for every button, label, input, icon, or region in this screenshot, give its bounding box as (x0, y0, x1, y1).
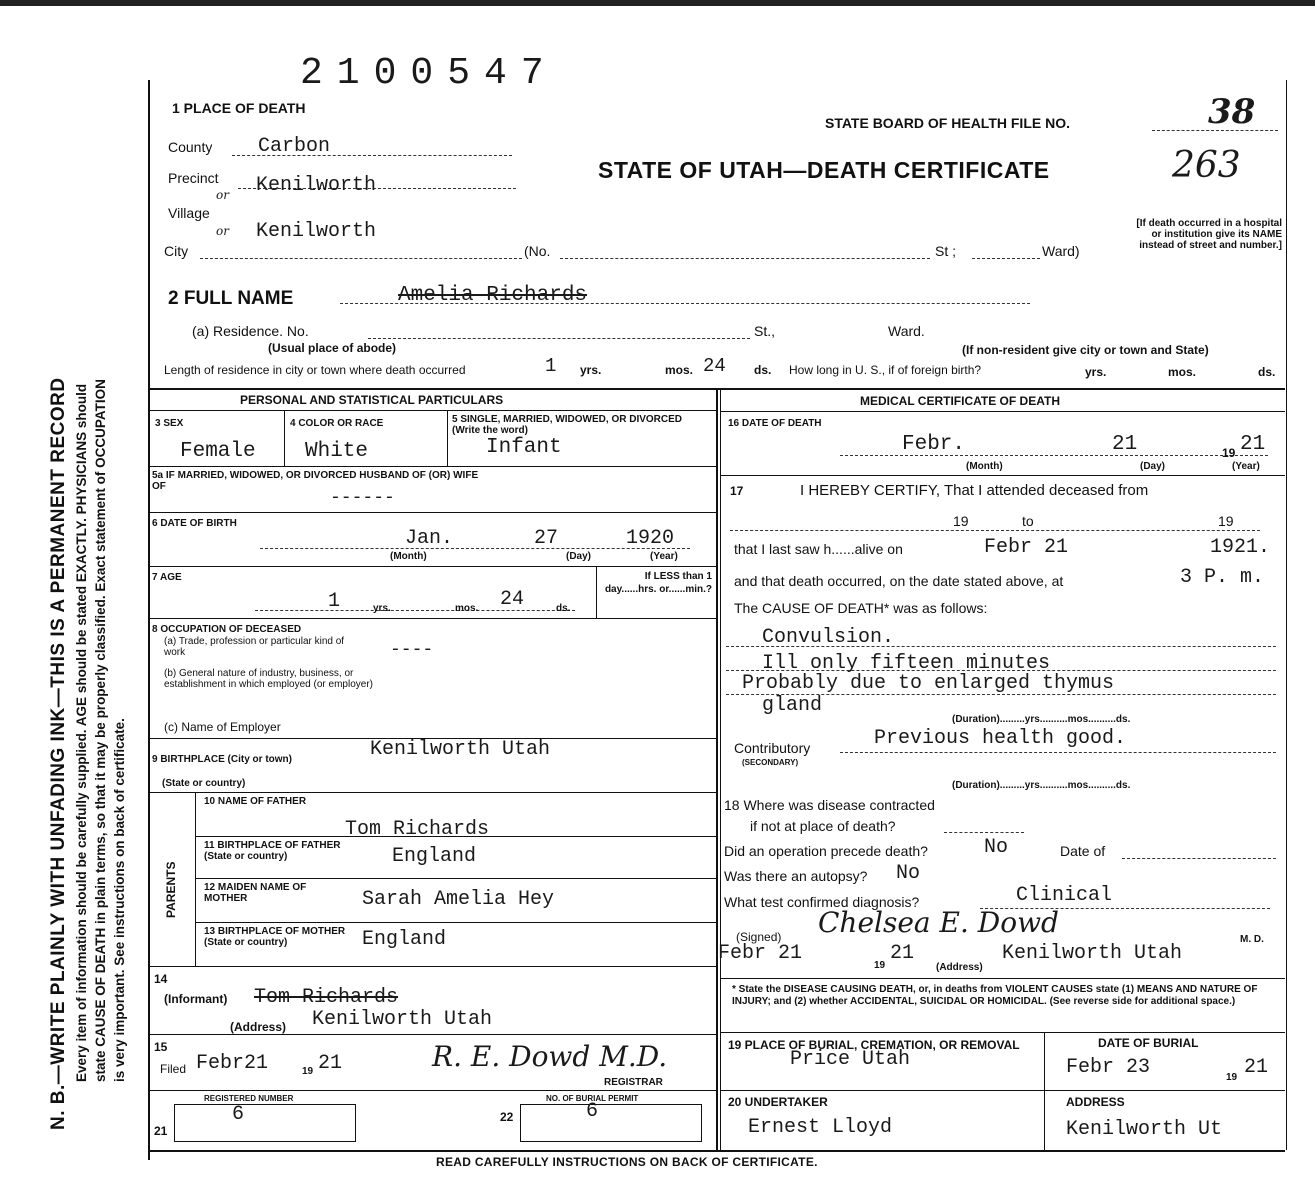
father-value: Tom Richards (345, 818, 490, 841)
burial-place-value: Price Utah (790, 1048, 911, 1071)
rule-after-filed (150, 1090, 716, 1091)
cause-footnote: * State the DISEASE CAUSING DEATH, or, in deaths from VIOLENT CAUSES state (1) MEANS AND NATURE OF INJURY; and (2) whether ACCIDENTAL, SUICIDAL OR HOMICIDAL. (See reverse side for additional space.) (732, 984, 1258, 1007)
rule-medical-heading (720, 411, 1285, 412)
filed-date: Febr21 (196, 1052, 269, 1075)
physician-signature: Chelsea E. Dowd (818, 906, 1059, 939)
age-line (255, 610, 575, 611)
operation-label: Did an operation precede death? (724, 843, 928, 859)
rule-after-signature (720, 978, 1285, 979)
hospital-note: [If death occurred in a hospital or institution give its NAME instead of street and number.] (1136, 218, 1282, 251)
personal-heading: PERSONAL AND STATISTICAL PARTICULARS (240, 393, 504, 407)
city-no-label: (No. (524, 243, 551, 259)
file-no: 38 (1208, 92, 1256, 132)
autopsy-value: No (896, 862, 921, 885)
margin-warning: N. B.—WRITE PLAINLY WITH UNFADING INK—THIS IS A PERMANENT RECORD (48, 377, 69, 1130)
to-label: to (1022, 513, 1034, 529)
us-yrs-label: yrs. (1085, 365, 1107, 379)
birthplace-state-country: (State or country) (162, 778, 246, 789)
duration-line-1: (Duration).........yrs..........mos..........ds. (952, 714, 1131, 725)
duration-line-2: (Duration).........yrs..........mos..........ds. (952, 780, 1131, 791)
signed-19: 19 (874, 960, 886, 971)
occupation-a-label: (a) Trade, profession or particular kind of work (164, 636, 345, 658)
occupation-b-label: (b) General nature of industry, business, or establishment in which employed (or employer) (164, 668, 373, 690)
or-2: or (216, 224, 229, 238)
center-divider (716, 388, 718, 1150)
age-yrs-label: yrs. (373, 603, 391, 614)
rule-after-spouse (150, 512, 716, 513)
village-value: Kenilworth (256, 220, 377, 243)
dob-day-caption: (Day) (566, 551, 592, 562)
rule-after-dod (720, 475, 1285, 476)
burial-date-label: DATE OF BURIAL (1098, 1036, 1199, 1050)
dod-label: 16 DATE OF DEATH (728, 418, 822, 429)
rule-sex (284, 410, 285, 466)
last-saw-value: Febr 21 (984, 536, 1069, 559)
marital-label: 5 SINGLE, MARRIED, WIDOWED, OR DIVORCED (Write the word) (452, 414, 683, 436)
q18-line (944, 832, 1024, 833)
filed-year: 21 (318, 1052, 343, 1075)
birthplace-label: 9 BIRTHPLACE (City or town) (152, 754, 292, 765)
burial-year: 21 (1244, 1056, 1269, 1079)
to-19: 19 (1218, 513, 1234, 529)
dod-19: 19 (1222, 446, 1236, 460)
contributory-value: Previous health good. (874, 727, 1127, 750)
undertaker-value: Ernest Lloyd (748, 1116, 893, 1139)
rule-burial-date (1044, 1032, 1045, 1150)
reg-no-value: 6 (232, 1103, 245, 1126)
sex-value: Female (180, 440, 256, 463)
us-label: How long in U. S., if of foreign birth? (789, 363, 982, 377)
county-label: County (168, 139, 213, 155)
residence-st-label: St., (754, 323, 776, 339)
last-saw-label: that I last saw h......alive on (734, 541, 903, 557)
age-label: 7 AGE (152, 572, 182, 583)
mother-label: 12 MAIDEN NAME OF MOTHER (204, 882, 307, 904)
test-value: Clinical (1016, 884, 1113, 907)
registered-number-handwritten: 263 (1172, 145, 1241, 186)
full-name-value: Amelia Richards (398, 284, 588, 307)
footer-instructions: READ CAREFULLY INSTRUCTIONS ON BACK OF CERTIFICATE. (436, 1155, 818, 1169)
us-mos-label: mos. (1168, 365, 1197, 379)
dod-year-caption: (Year) (1232, 461, 1260, 472)
occupation-label: 8 OCCUPATION OF DECEASED (152, 624, 302, 635)
length-yrs-value: 1 (545, 355, 557, 377)
dod-month: Febr. (902, 433, 966, 456)
father-label: 10 NAME OF FATHER (204, 796, 307, 807)
filed-19: 19 (302, 1066, 314, 1077)
dod-year: 21 (1240, 433, 1266, 456)
contributory-sub: (SECONDARY) (742, 758, 799, 767)
full-name-label: 2 FULL NAME (168, 288, 294, 309)
burial-19: 19 (1226, 1072, 1238, 1083)
right-border (1286, 80, 1287, 1150)
date-of-line (1122, 858, 1276, 859)
signed-year: 21 (890, 942, 915, 965)
registrar-label: REGISTRAR (604, 1077, 663, 1088)
length-mos-label: mos. (665, 363, 694, 377)
margin-line-3: state CAUSE OF DEATH in plain terms, so that it may be properly classified. Exact statement of OCCUPATION (93, 379, 108, 1082)
mother-birthplace-value: England (362, 928, 447, 951)
last-saw-year: 1921. (1210, 536, 1271, 559)
county-value: Carbon (258, 135, 331, 158)
reg-no-label: REGISTERED NUMBER (204, 1094, 294, 1103)
marital-value: Infant (486, 436, 562, 459)
from-19: 19 (953, 513, 969, 529)
left-border (148, 80, 150, 1160)
race-value: White (305, 440, 369, 463)
rule-race (447, 410, 448, 466)
length-label: Length of residence in city or town where death occurred (164, 363, 466, 377)
length-ds-value: 24 (703, 355, 726, 377)
rule-parents (195, 792, 196, 966)
dob-month: Jan. (405, 527, 454, 550)
dob-year: 1920 (626, 527, 675, 550)
certify-text: I HEREBY CERTIFY, That I attended deceased from (800, 482, 1149, 499)
rule-after-footnote (720, 1032, 1285, 1033)
rule-after-sex (150, 466, 716, 467)
signed-label: (Signed) (736, 930, 782, 944)
cause-1: Convulsion. (762, 626, 895, 649)
us-ds-label: ds. (1258, 365, 1276, 379)
informant-value: Tom Richards (254, 986, 399, 1009)
operation-value: No (984, 836, 1009, 859)
birthplace-value: Kenilworth Utah (370, 738, 551, 761)
rule-after-father (195, 836, 716, 837)
occurred-label: and that death occurred, on the date stated above, at (734, 573, 1064, 589)
stamp-number: 2100547 (300, 52, 558, 95)
cause-3: Probably due to enlarged thymus (742, 672, 1115, 695)
contributory-line (840, 752, 1276, 753)
age-mos-value: 24 (500, 588, 525, 611)
center-divider-inner (720, 388, 721, 1150)
mother-value: Sarah Amelia Hey (362, 888, 555, 911)
attended-line (730, 530, 1260, 531)
rule-after-age (150, 618, 716, 619)
father-birthplace-value: England (392, 845, 477, 868)
occupation-c-label: (c) Name of Employer (164, 720, 281, 734)
certify-no: 17 (730, 484, 744, 498)
length-ds-label: ds. (754, 363, 772, 377)
rule-after-dob (150, 566, 716, 567)
mother-birthplace-label: 13 BIRTHPLACE OF MOTHER (State or country) (204, 926, 346, 948)
death-hour: 3 P. m. (1180, 566, 1265, 589)
dob-month-caption: (Month) (390, 551, 427, 562)
city-no-line (560, 258, 930, 259)
undertaker-address-label: ADDRESS (1066, 1095, 1125, 1109)
city-line (200, 258, 522, 259)
spouse-label: 5a IF MARRIED, WIDOWED, OR DIVORCED HUSBAND OF (OR) WIFE OF (152, 470, 479, 492)
cause-label: The CAUSE OF DEATH* was as follows: (734, 600, 988, 616)
filed-no: 15 (154, 1040, 168, 1054)
sex-label: 3 SEX (155, 418, 184, 429)
age-ds-label: ds. (556, 603, 571, 614)
rule-after-burial (720, 1090, 1285, 1091)
nonresident-note: (If non-resident give city or town and State) (962, 343, 1209, 357)
permit-value: 6 (586, 1100, 599, 1123)
informant-no: 14 (154, 972, 168, 986)
cause-4: gland (762, 694, 823, 717)
medical-heading: MEDICAL CERTIFICATE OF DEATH (860, 394, 1060, 408)
rule-after-father-bp (195, 878, 716, 879)
informant-label: (Informant) (164, 992, 228, 1006)
city-label: City (164, 243, 189, 259)
md-label: M. D. (1240, 934, 1264, 945)
rule-after-parents (150, 966, 716, 967)
signed-address-label: (Address) (936, 962, 983, 973)
age-mos-label: mos. (455, 603, 479, 614)
autopsy-label: Was there an autopsy? (724, 868, 868, 884)
dob-label: 6 DATE OF BIRTH (152, 518, 237, 529)
date-of-label: Date of (1060, 843, 1106, 859)
dod-month-caption: (Month) (966, 461, 1003, 472)
length-yrs-label: yrs. (580, 363, 602, 377)
parents-label: PARENTS (164, 861, 178, 918)
dob-year-caption: (Year) (650, 551, 678, 562)
residence-label: (a) Residence. No. (192, 323, 309, 339)
q18-label: 18 Where was disease contracted (724, 797, 935, 813)
file-no-label: STATE BOARD OF HEALTH FILE NO. (825, 115, 1070, 131)
margin-line-4: is very important. See instructions on back of certificate. (112, 718, 127, 1082)
undertaker-address: Kenilworth Ut (1066, 1118, 1223, 1141)
test-label: What test confirmed diagnosis? (724, 894, 920, 910)
permit-label: NO. OF BURIAL PERMIT (546, 1094, 639, 1103)
father-birthplace-label: 11 BIRTHPLACE OF FATHER (State or country) (204, 840, 341, 862)
signed-address: Kenilworth Utah (1002, 942, 1183, 965)
rule-after-informant (150, 1034, 716, 1035)
main-bottom-rule (150, 1150, 1285, 1152)
signed-date: Febr 21 (718, 942, 803, 965)
occupation-a-value: ---- (390, 640, 434, 660)
reg-no-box (174, 1104, 356, 1142)
contributory-label: Contributory (734, 740, 811, 756)
abode-note: (Usual place of abode) (268, 341, 397, 355)
precinct-value: Kenilworth (256, 174, 377, 197)
undertaker-label: 20 UNDERTAKER (728, 1095, 828, 1109)
permit-box (520, 1104, 702, 1142)
city-ward-label: Ward) (1042, 243, 1080, 259)
filed-label: Filed (160, 1062, 187, 1076)
city-ward-line (972, 258, 1040, 259)
residence-ward-label: Ward. (888, 323, 925, 339)
spouse-value: ------ (330, 488, 395, 508)
age-yrs-value: 1 (328, 590, 341, 613)
informant-address-label: (Address) (230, 1020, 287, 1034)
residence-line (368, 338, 750, 339)
registrar-signature: R. E. Dowd M.D. (432, 1040, 668, 1073)
rule-after-mother (195, 922, 716, 923)
village-label: Village (168, 205, 210, 221)
margin-line-2: Every item of information should be carefully supplied. AGE should be stated EXACTLY. PHYSICIANS should (74, 383, 89, 1082)
cause-2: Ill only fifteen minutes (762, 652, 1051, 675)
certificate-title: STATE OF UTAH—DEATH CERTIFICATE (598, 157, 1050, 183)
scan-edge (0, 0, 1315, 6)
city-st-label: St ; (935, 243, 957, 259)
permit-field-number: 22 (500, 1110, 514, 1124)
precinct-label: Precinct (168, 170, 219, 186)
place-heading: 1 PLACE OF DEATH (172, 100, 306, 116)
burial-place-label: 19 PLACE OF BURIAL, CREMATION, OR REMOVAL (728, 1038, 1020, 1052)
dod-day-caption: (Day) (1140, 461, 1166, 472)
q18-sub: if not at place of death? (750, 818, 896, 834)
reg-no-field-number: 21 (154, 1124, 168, 1138)
or-1: or (216, 188, 229, 202)
age-less-label: If LESS than 1 day......hrs. or......min.? (604, 571, 712, 595)
dob-day: 27 (534, 527, 559, 550)
burial-date-value: Febr 23 (1066, 1056, 1151, 1079)
dod-day: 21 (1112, 433, 1138, 456)
rule-after-birthplace (150, 792, 716, 793)
rule-personal-heading (150, 410, 716, 411)
informant-address-value: Kenilworth Utah (312, 1008, 493, 1031)
race-label: 4 COLOR OR RACE (290, 418, 384, 429)
rule-age-less (596, 566, 597, 618)
